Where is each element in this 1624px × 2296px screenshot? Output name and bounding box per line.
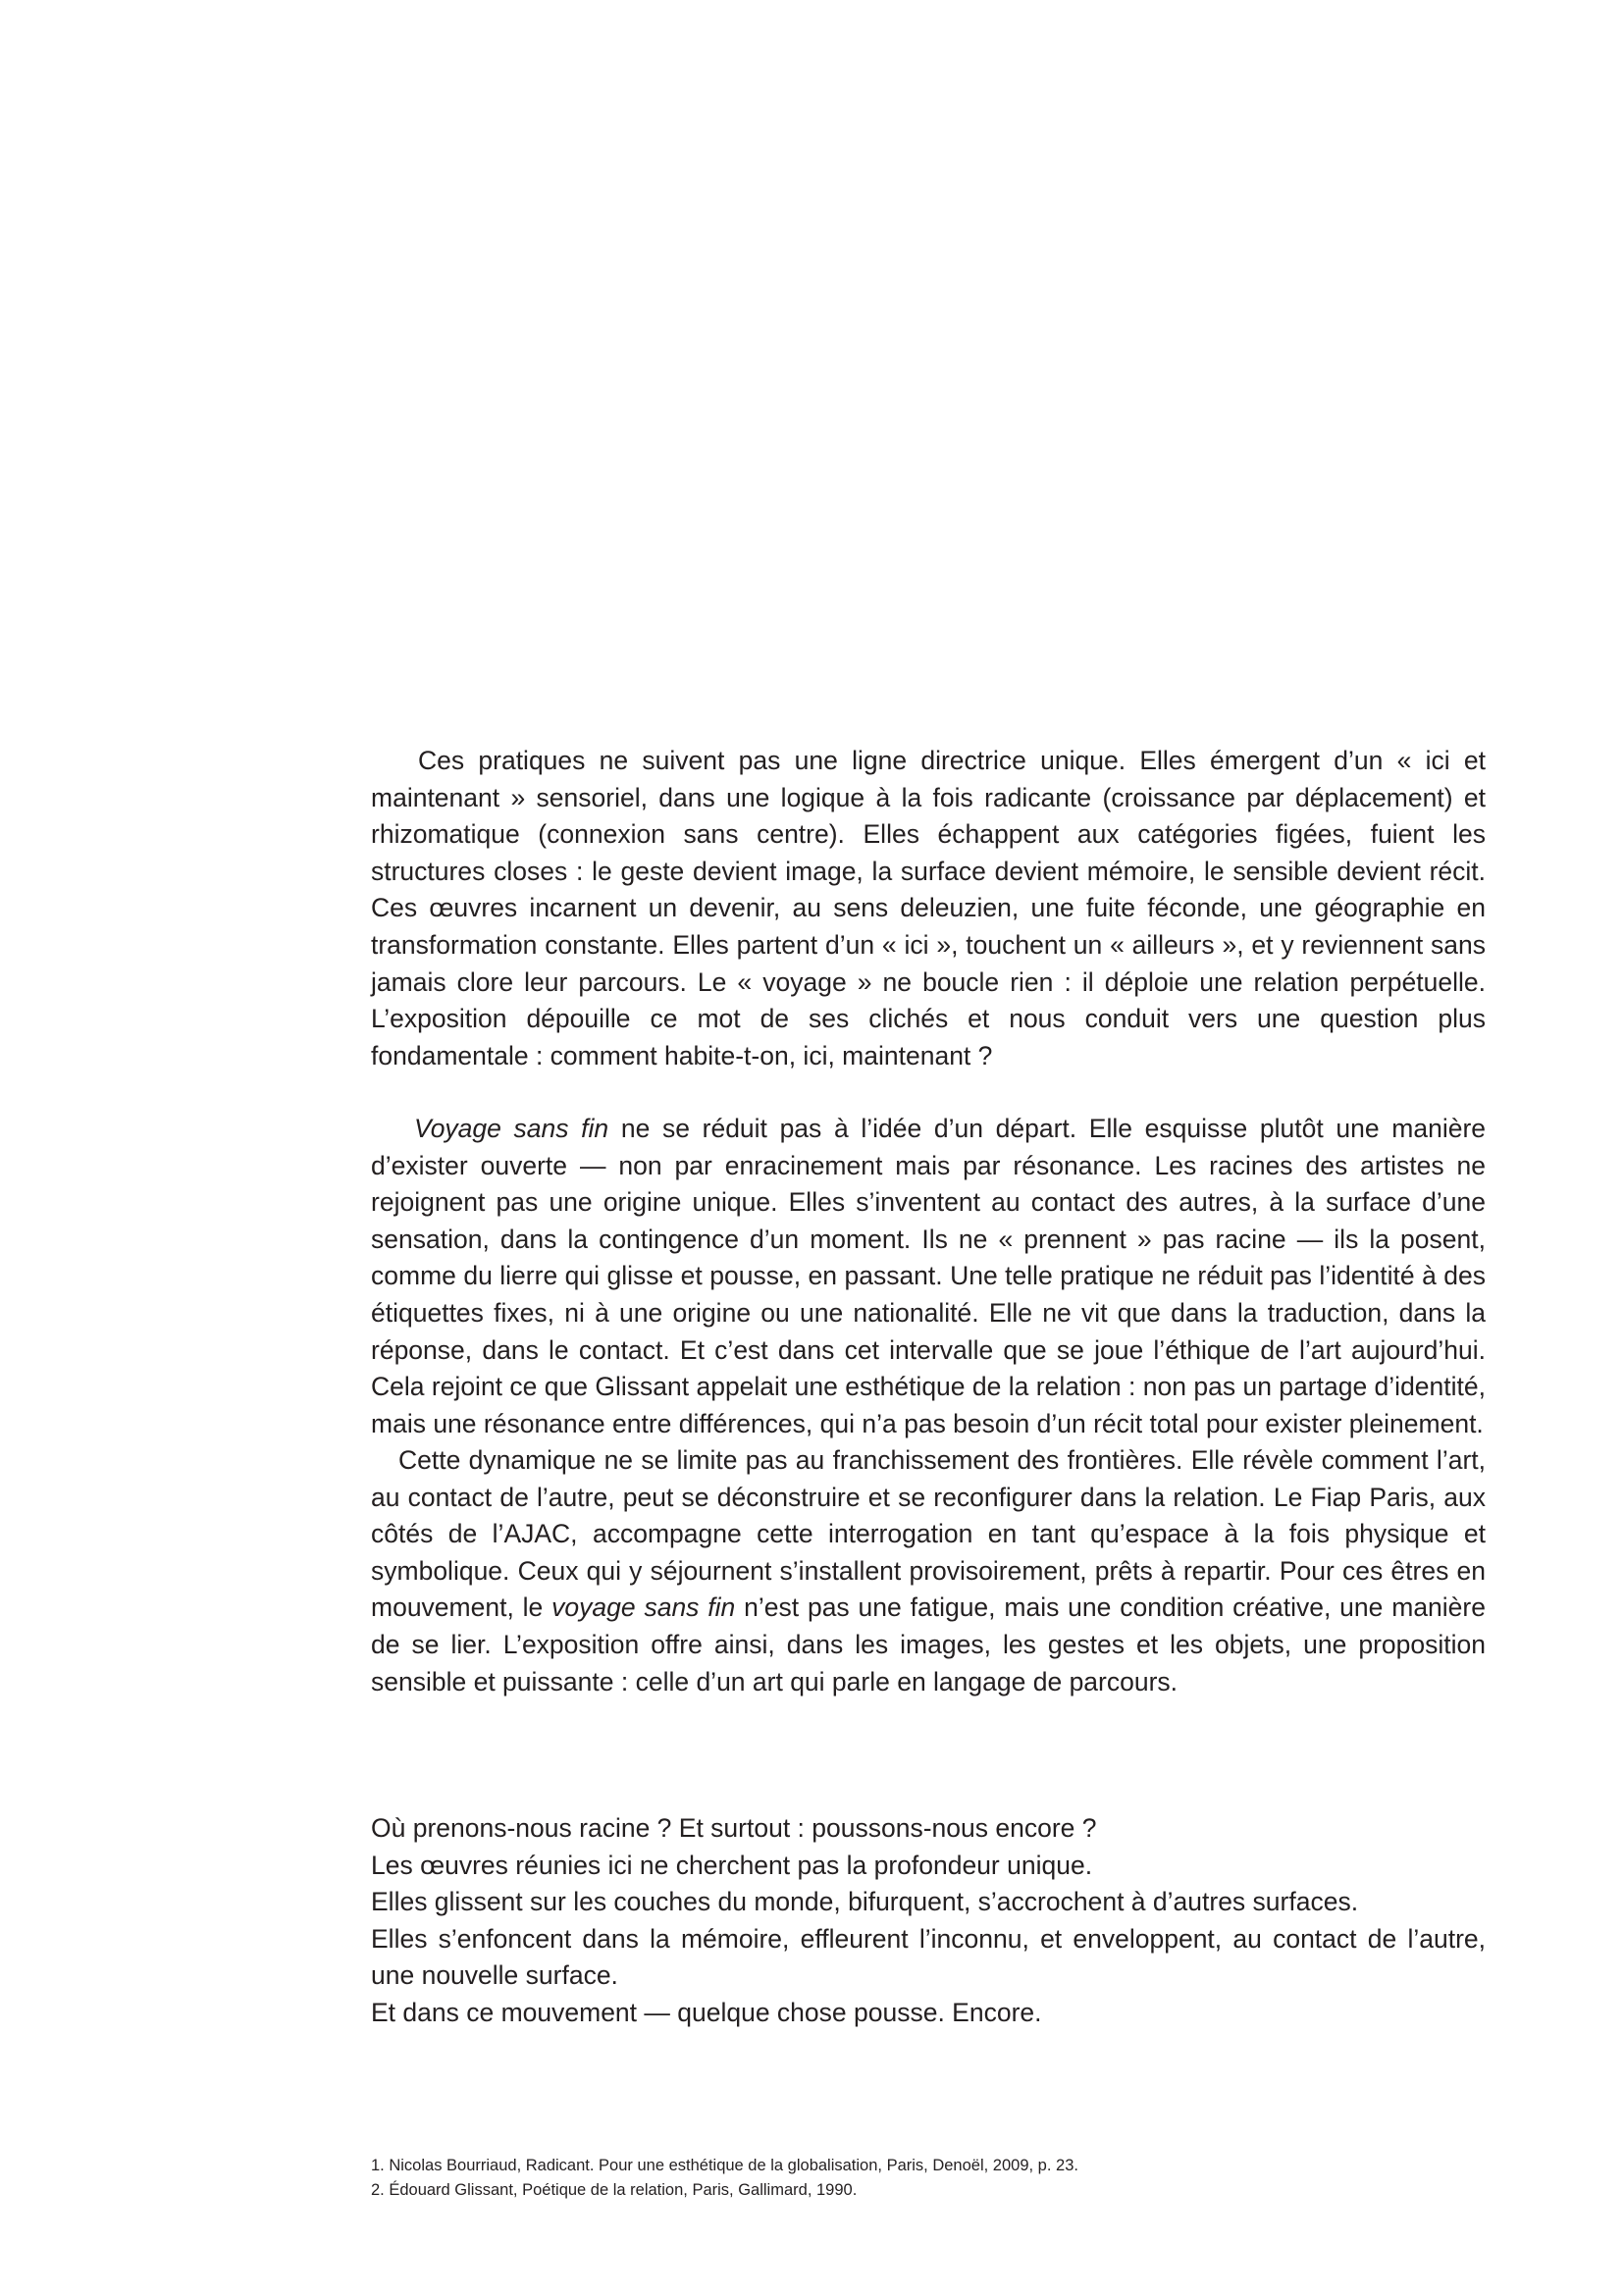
closing-line: Les œuvres réunies ici ne cherchent pas la profondeur unique.: [371, 1850, 1093, 1880]
paragraph-radicante: Ces pratiques ne suivent pas une ligne directrice unique. Elles émergent d’un « ici et maintenant » sensoriel, dans une logique à la fois radicante (croissance par déplacement) et rhizomatique (connexion sans centre). Elles échappent aux catégories figées, fuient les structures closes : le geste devient image, la surface devient mémoire, le sensible devient récit. Ces œuvres incarnent un devenir, au sens deleuzien, une fuite féconde, une géographie en transformation constante. Elles partent d’un « ici », touchent un « ailleurs », et y reviennent sans jamais clore leur parcours. Le « voyage » ne boucle rien : il déploie une relation perpétuelle. L’exposition dépouille ce mot de ses clichés et nous conduit vers une question plus fondamentale : comment habite-t-on, ici, maintenant ?: [371, 746, 1486, 1070]
closing-line: Elles s’enfoncent dans la mémoire, effleurent l’inconnu, et enveloppent, au contact de l’autre, une nouvelle surface.: [371, 1923, 1486, 1991]
closing-line: Où prenons-nous racine ? Et surtout : poussons-nous encore ?: [371, 1813, 1097, 1843]
paragraph-dynamique-text-after: n’est pas une fatigue, mais une condition créative, une manière de se lier. L’exposition offre ainsi, dans les images, les gestes et les objets, une proposition sensible et puissante : celle d’un art qui parle en langage de parcours.: [371, 1592, 1486, 1696]
footnote-2: 2. Édouard Glissant, Poétique de la relation, Paris, Gallimard, 1990.: [371, 2181, 858, 2199]
closing-stanza: [371, 1810, 1486, 2032]
footnote-1: 1. Nicolas Bourriaud, Radicant. Pour une esthétique de la globalisation, Paris, Denoël, 2009, p. 23.: [371, 2157, 1078, 2174]
exhibition-title-italic: Voyage sans fin: [414, 1114, 609, 1143]
voyage-sans-fin-italic: voyage sans fin: [551, 1592, 736, 1623]
closing-line: Et dans ce mouvement — quelque chose pousse. Encore.: [371, 1997, 1042, 2027]
closing-line: Elles glissent sur les couches du monde, bifurquent, s’accrochent à d’autres surfaces.: [371, 1887, 1359, 1917]
paragraph-dynamique-text-before: Cette dynamique ne se limite pas au franchissement des frontières. Elle révèle comment l’art, au contact de l’autre, peut se déconstruire et se reconfigurer dans la relation. Le Fiap Paris, aux côtés de l’AJAC, accompagne cette interrogation en tant qu’espace à la fois physique et symbolique. Ceux qui y séjournent s’installent provisoirement, prêts à repartir. Pour ces êtres en mouvement, le: [371, 1445, 1486, 1623]
paragraph-voyage-sans-fin: [371, 1111, 1486, 1442]
footnotes: [371, 2154, 1486, 2203]
paragraph-dynamique: [371, 1442, 1486, 1700]
paragraph-voyage-text: ne se réduit pas à l’idée d’un départ. Elle esquisse plutôt une manière d’exister ouverte — non par enracinement mais par résonance. Les racines des artistes ne rejoignent pas une origine unique. Elles s’inventent au contact des autres, à la surface d’une sensation, dans la contingence d’un moment. Ils ne « prennent » pas racine — ils la posent, comme du lierre qui glisse et pousse, en passant. Une telle pratique ne réduit pas l’identité à des étiquettes fixes, ni à une origine ou une nationalité. Elle ne vit que dans la traduction, dans la réponse, dans le contact. Et c’est dans cet intervalle que se joue l’éthique de l’art aujourd’hui. Cela rejoint ce que Glissant appelait une esthétique de la relation : non pas un partage d’identité, mais une résonance entre différences, qui n’a pas besoin d’un récit total pour exister pleinement.: [371, 1114, 1487, 1438]
body-section-2: [371, 1111, 1486, 1442]
body-section-1: [371, 743, 1486, 1074]
body-section-3: [371, 1442, 1486, 1700]
